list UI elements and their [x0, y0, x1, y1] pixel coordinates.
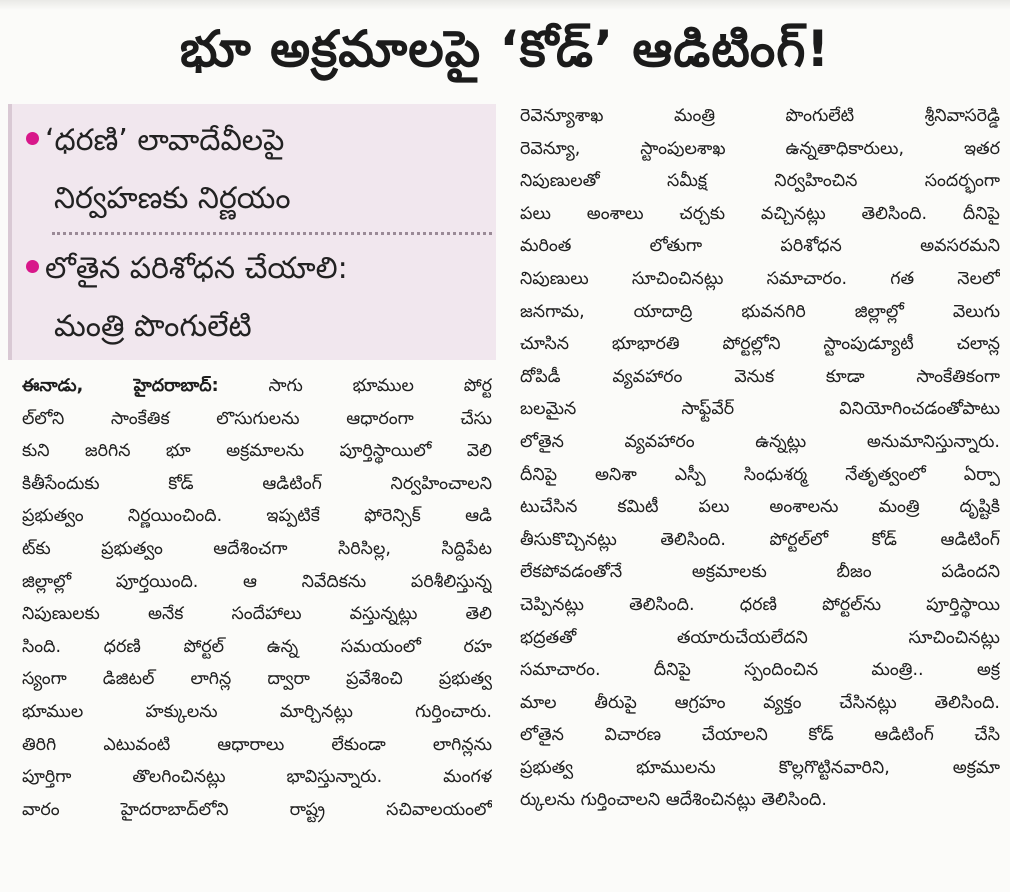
article-line: సింది. ధరణి పోర్టల్ ఉన్న సమయంలో రహ: [22, 636, 492, 657]
article-line: భూముల హక్కులను మార్చినట్లు గుర్తించారు.: [22, 701, 492, 722]
article-line: ట్‌కు ప్రభుత్వం ఆదేశించగా సిరిసిల్ల, సిద్దిపేట: [22, 538, 492, 559]
subheading-box: [8, 104, 496, 360]
article-line: నిపుణులు సూచించినట్లు సమాచారం. గత నెలలో: [520, 268, 1000, 289]
dotted-divider: [52, 232, 492, 235]
article-line: ల్‌లోని సాంకేతిక లొసుగులను ఆధారంగా చేసు: [22, 408, 492, 429]
article-line: జనగామ, యాదాద్రి భువనగిరి జిల్లాల్లో వెలుగు: [520, 301, 1000, 322]
article-line: ఈనాడు, హైదరాబాద్: సాగు భూముల పోర్ట: [22, 376, 492, 396]
article-line: రెవెన్యూశాఖ మంత్రి పొంగులేటి శ్రీనివాసరెడ్డి: [520, 106, 1000, 126]
article-line: స్యంగా డిజిటల్ లాగిన్ల ద్వారా ప్రవేశించి ప్రభుత్వ: [22, 669, 492, 690]
article-line: తిరిగి ఎటువంటి ఆధారాలు లేకుండా లాగిన్లను: [22, 734, 492, 755]
bullet-dot-icon: [26, 132, 39, 145]
article-line: లేకపోవడంతోనే అక్రమాలకు బీజం పడిందని: [520, 562, 1000, 583]
subheading-1: [26, 112, 496, 228]
bullet-dot-icon: [26, 260, 39, 273]
article-line: ర్కులను గుర్తించాలని ఆదేశించినట్లు తెలిసింది.: [520, 790, 827, 811]
subheading-1-line-2: నిర్వహణకు నిర్ణయం: [54, 181, 291, 216]
article-line: పూర్తిగా తొలగించినట్లు భావిస్తున్నారు. మంగళ: [22, 767, 492, 788]
subheading-2: [26, 240, 496, 356]
article-column-right: [520, 100, 1000, 817]
article-line: ప్రభుత్వ భూములను కొల్లగొట్టినవారిని, అక్రమా: [520, 757, 1000, 778]
article-line: పలు అంశాలు చర్చకు వచ్చినట్లు తెలిసింది. దీనిపై: [520, 203, 1000, 224]
article-line: దోపిడీ వ్యవహారం వెనుక కూడా సాంకేతికంగా: [520, 366, 1000, 387]
subheading-2-line-2: మంత్రి పొంగులేటి: [54, 309, 252, 344]
article-line: నిపుణులకు అనేక సందేహాలు వస్తున్నట్లు తెలి: [22, 604, 492, 625]
article-line: లోతైన వ్యవహారం ఉన్నట్లు అనుమానిస్తున్నారు.: [520, 431, 1000, 452]
article-line: తీసుకొచ్చినట్లు తెలిసింది. పోర్టల్‌లో కోడ్ ఆడిటింగ్: [520, 529, 1000, 550]
article-line: టుచేసిన కమిటీ పలు అంశాలను మంత్రి దృష్టికి: [520, 497, 1000, 518]
article-line: జిల్లాల్లో పూర్తయింది. ఆ నివేదికను పరిశీలిస్తున్న: [22, 571, 492, 592]
article-line: చూసిన భూభారతి పోర్టల్లోని స్టాంపుడ్యూటీ చలాన్ల: [520, 334, 1000, 355]
article-line: దీనిపై అనిశా ఎస్పీ సింధుశర్మ నేతృత్వంలో ఏర్పా: [520, 464, 1000, 485]
headline: భూ అక్రమాలపై ‘కోడ్’ ఆడిటింగ్!: [179, 19, 831, 78]
article-line: సమాచారం. దీనిపై స్పందించిన మంత్రి.. అక్ర: [520, 660, 1000, 681]
article-line: నిపుణులతో సమీక్ష నిర్వహించిన సందర్భంగా: [520, 171, 1000, 192]
page-top-edge: [0, 0, 1010, 10]
article-line: మాల తీరుపై ఆగ్రహం వ్యక్తం చేసినట్లు తెలిసింది.: [520, 692, 1000, 713]
article-line: చెప్పినట్లు తెలిసింది. ధరణి పోర్టల్‌ను పూర్తిస్థాయి: [520, 594, 1000, 615]
article-line: వారం హైదరాబాద్‌లోని రాష్ట్ర సచివాలయంలో: [22, 799, 492, 820]
article-line: రెవెన్యూ, స్టాంపులశాఖ ఉన్నతాధికారులు, ఇతర: [520, 138, 1000, 159]
article-column-left: [22, 370, 492, 826]
article-line: మరింత లోతుగా పరిశోధన అవసరమని: [520, 236, 1000, 257]
article-line: లోతైన విచారణ చేయాలని కోడ్ ఆడిటింగ్ చేసి: [520, 725, 1000, 746]
dateline: ఈనాడు, హైదరాబాద్:: [22, 376, 219, 396]
subheading-1-line-1: ‘ధరణి’ లావాదేవీలపై: [26, 112, 496, 170]
article-line: బలమైన సాఫ్ట్‌వేర్ వినియోగించడంతోపాటు: [520, 399, 1000, 420]
article-line: ప్రభుత్వం నిర్ణయించింది. ఇప్పటికే ఫోరెన్సిక్ ఆడి: [22, 506, 492, 527]
subheading-2-line-1: లోతైన పరిశోధన చేయాలి:: [26, 240, 496, 298]
article-line: కుని జరిగిన భూ అక్రమాలను పూర్తిస్థాయిలో వెలి: [22, 441, 492, 462]
article-line: భద్రతతో తయారుచేయలేదని సూచించినట్లు: [520, 627, 1000, 648]
article-line: కితీసేందుకు కోడ్ ఆడిటింగ్ నిర్వహించాలని: [22, 473, 492, 494]
